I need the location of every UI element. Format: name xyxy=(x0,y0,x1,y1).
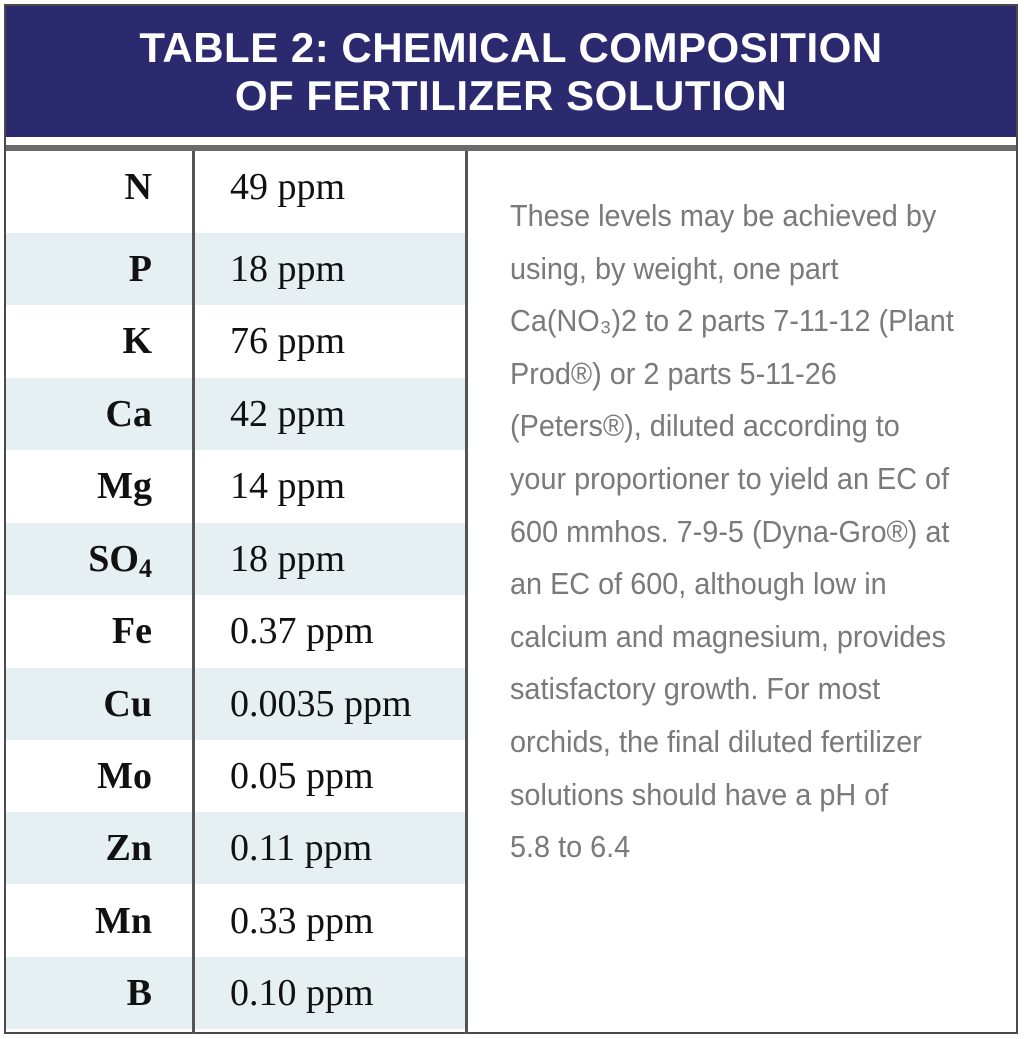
value-cell: 0.11 ppm xyxy=(230,827,373,869)
column-divider xyxy=(192,151,195,1034)
composition-table xyxy=(6,151,466,1034)
note-line: an EC of 600, although low in xyxy=(510,566,887,602)
value-cell: 14 ppm xyxy=(230,465,346,507)
note-line: 5.8 to 6.4 xyxy=(510,829,631,865)
value-cell: 0.10 ppm xyxy=(230,972,374,1014)
value-cell: 76 ppm xyxy=(230,320,346,362)
value-cell: 0.37 ppm xyxy=(230,610,374,652)
table-row xyxy=(6,740,466,812)
value-cell: 0.33 ppm xyxy=(230,900,374,942)
table-row xyxy=(6,233,466,305)
element-base: SO xyxy=(88,538,139,580)
note-line: satisfactory growth. For most xyxy=(510,671,881,707)
note-line: 600 mmhos. 7-9-5 (Dyna-Gro®) at xyxy=(510,513,950,549)
element-cell: Mg xyxy=(97,465,152,507)
note-line: Prod®) or 2 parts 5-11-26 xyxy=(510,355,837,391)
element-cell: Zn xyxy=(105,827,152,869)
table-row xyxy=(6,668,466,740)
element-cell: N xyxy=(124,166,152,208)
table-title xyxy=(6,6,1016,137)
note-line: orchids, the final diluted fertilizer xyxy=(510,723,922,759)
table-frame xyxy=(4,4,1018,1034)
value-cell: 18 ppm xyxy=(230,248,346,290)
table-row xyxy=(6,378,466,450)
title-line-2: OF FERTILIZER SOLUTION xyxy=(234,71,788,119)
table-row xyxy=(6,523,466,595)
element-cell: P xyxy=(128,248,152,290)
value-cell: 0.05 ppm xyxy=(230,755,374,797)
note-line: your proportioner to yield an EC of xyxy=(510,460,950,496)
note-line: Ca(NO₃)2 to 2 parts 7-11-12 (Plant xyxy=(510,303,954,339)
value-cell: 0.0035 ppm xyxy=(230,683,412,725)
fertilizer-note xyxy=(510,190,954,874)
note-line: calcium and magnesium, provides xyxy=(510,618,946,654)
value-cell: 18 ppm xyxy=(230,538,346,580)
table-row xyxy=(6,595,466,667)
value-cell: 42 ppm xyxy=(230,393,346,435)
table-row xyxy=(6,885,466,957)
element-subscript: 4 xyxy=(139,554,152,583)
element-cell: Fe xyxy=(111,610,152,652)
note-line: These levels may be achieved by xyxy=(510,198,937,233)
table-row xyxy=(6,151,466,223)
element-cell: Mo xyxy=(97,755,152,797)
element-cell: B xyxy=(126,972,152,1014)
table-row xyxy=(6,450,466,522)
element-cell: Cu xyxy=(103,683,152,725)
title-line-1: TABLE 2: CHEMICAL COMPOSITION xyxy=(139,23,883,71)
note-line: using, by weight, one part xyxy=(510,250,839,286)
value-cell: 49 ppm xyxy=(230,166,346,208)
element-cell: K xyxy=(122,320,152,362)
table-row xyxy=(6,812,466,884)
element-cell xyxy=(6,523,152,595)
column-divider xyxy=(465,151,468,1034)
table-row xyxy=(6,305,466,377)
element-cell: Ca xyxy=(105,393,152,435)
element-cell: Mn xyxy=(95,900,152,942)
note-line: solutions should have a pH of xyxy=(510,776,889,812)
note-line: (Peters®), diluted according to xyxy=(510,408,900,444)
table-row xyxy=(6,957,466,1029)
